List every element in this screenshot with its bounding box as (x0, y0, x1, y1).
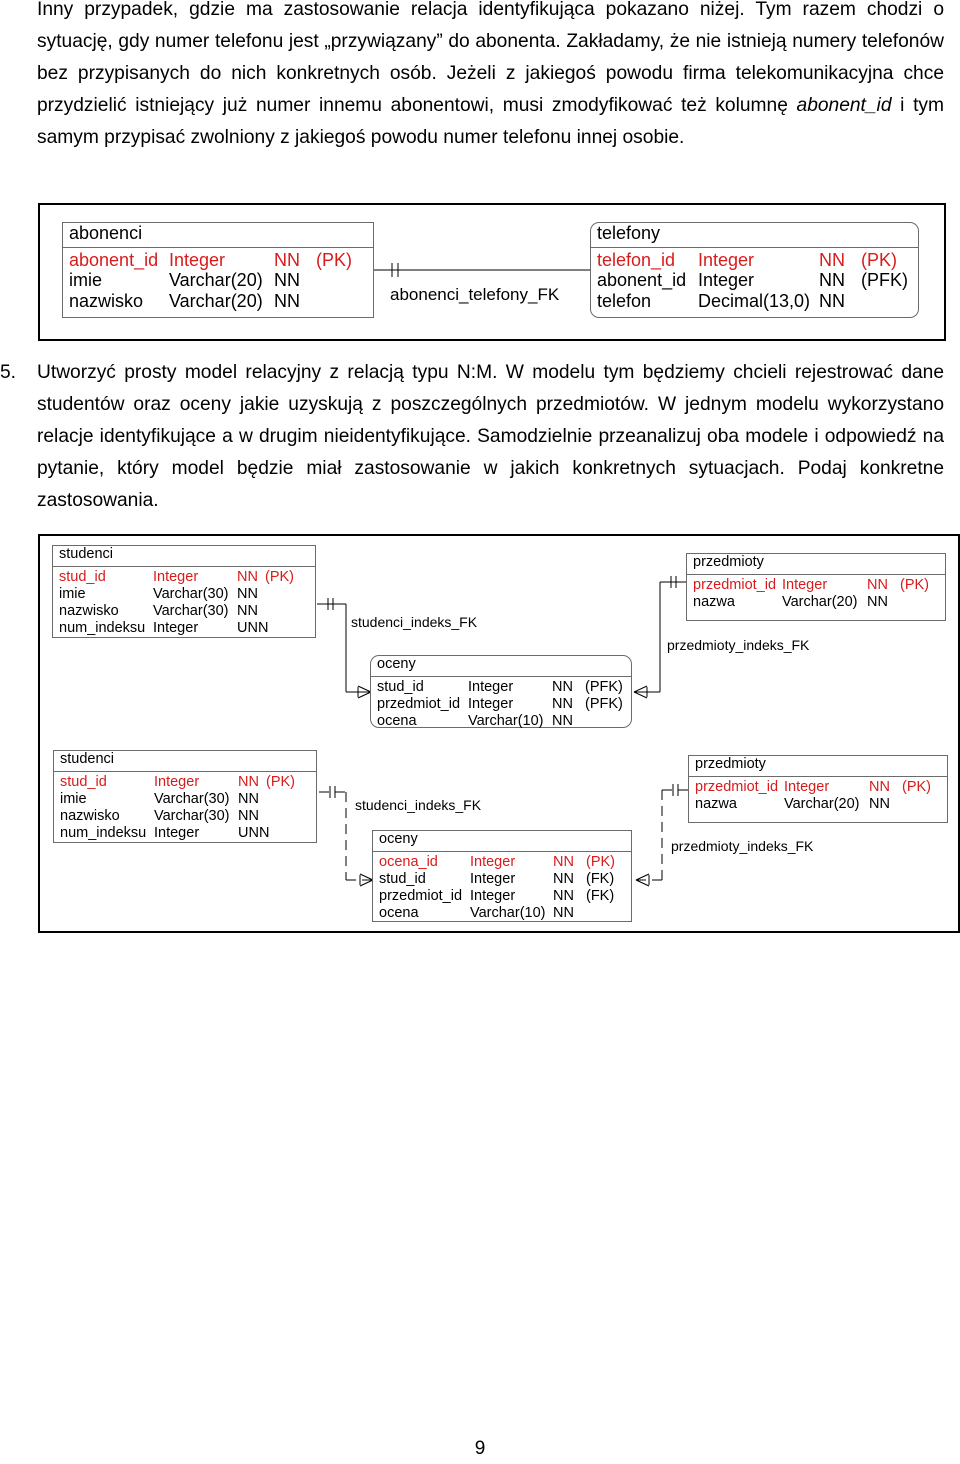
item-number: 5. (0, 362, 17, 383)
column-key: (PFK) (861, 270, 908, 290)
column-key: (PFK) (585, 679, 623, 695)
table-column-row (695, 779, 947, 796)
table-studenci-top (52, 545, 316, 638)
column-col: nazwa (693, 594, 735, 610)
column-type: Varchar(30) (154, 808, 230, 824)
column-type: Integer (468, 679, 514, 695)
relation-label: abonenci_telefony_FK (390, 285, 560, 304)
column-type: Integer (169, 249, 226, 270)
table-name: przedmioty (687, 554, 945, 575)
column-type: Varchar(30) (153, 603, 229, 619)
table-column-row (693, 577, 945, 594)
intro-text-end: i tym samym przypisać zwolniony z jakiegoś powodu numer telefonu innej osobie. (37, 95, 944, 148)
column-nn: NN (238, 791, 259, 807)
column-type: Integer (784, 779, 830, 795)
column-col: imie (69, 270, 103, 290)
column-col: stud_id (60, 774, 107, 790)
column-col: stud_id (59, 569, 106, 585)
table-column-row (59, 603, 315, 620)
column-col: telefon_id (597, 249, 676, 270)
column-type: Varchar(30) (154, 791, 230, 807)
column-type: Integer (698, 249, 755, 270)
column-nn: NN (552, 696, 573, 712)
column-nn: NN (553, 888, 574, 904)
column-key: (PFK) (585, 696, 623, 712)
column-nn: NN (237, 586, 258, 602)
table-column-row (597, 291, 918, 312)
column-nn: NN (819, 249, 845, 270)
table-column-row (377, 713, 631, 730)
column-type: Integer (782, 577, 828, 593)
column-nn: NN (553, 854, 574, 870)
column-key: (PK) (902, 779, 931, 795)
column-nn: NN (237, 603, 258, 619)
column-type: Integer (153, 569, 199, 585)
table-abonenci (62, 222, 374, 318)
column-type: Integer (154, 774, 200, 790)
column-col: num_indeksu (60, 825, 147, 841)
table-column-row (693, 594, 945, 611)
column-col: abonent_id (597, 270, 687, 290)
column-col: przedmiot_id (693, 577, 777, 593)
column-nn: NN (552, 679, 573, 695)
relation-label-przedmioty: przedmioty_indeks_FK (667, 637, 810, 653)
table-column-row (379, 871, 631, 888)
column-nn: NN (553, 871, 574, 887)
column-key: (PK) (861, 249, 897, 270)
table-column-row (60, 791, 316, 808)
page-number: 9 (474, 1438, 486, 1459)
table-column-row (377, 679, 631, 696)
column-col: telefon (597, 290, 652, 311)
column-type: Varchar(10) (468, 713, 544, 729)
table-name: studenci (54, 751, 316, 772)
column-col: num_indeksu (59, 620, 146, 636)
relation-label-studenci: studenci_indeks_FK (351, 614, 478, 630)
column-key: (FK) (586, 871, 615, 887)
column-col: nazwisko (60, 808, 120, 824)
table-telefony (590, 222, 919, 318)
table-przedmioty-bottom (688, 755, 948, 823)
column-type: Integer (470, 888, 516, 904)
table-column-row (597, 250, 918, 271)
column-type: Varchar(20) (782, 594, 858, 610)
column-col: ocena (377, 713, 417, 729)
column-col: ocena_id (379, 854, 438, 870)
column-nn: UNN (237, 620, 269, 636)
table-name: abonenci (63, 223, 373, 248)
column-type: Varchar(20) (169, 290, 263, 311)
column-nn: NN (238, 774, 259, 790)
column-nn: NN (869, 779, 890, 795)
table-name: oceny (373, 831, 631, 852)
table-column-row (59, 569, 315, 586)
column-nn: NN (238, 808, 259, 824)
column-col: imie (59, 586, 86, 602)
column-nn: NN (274, 290, 300, 311)
column-key: (PK) (265, 569, 294, 585)
column-type: Integer (468, 696, 514, 712)
column-type: Integer (470, 871, 516, 887)
column-col: stud_id (379, 871, 426, 887)
column-nn: UNN (238, 825, 270, 841)
intro-paragraph (37, 0, 944, 154)
column-key: (PK) (586, 854, 615, 870)
table-name: przedmioty (689, 756, 947, 777)
column-col: ocena (379, 905, 419, 921)
column-type: Integer (154, 825, 200, 841)
column-col: przedmiot_id (695, 779, 779, 795)
column-col: nazwisko (59, 603, 119, 619)
column-key: (PK) (266, 774, 295, 790)
column-nn: NN (867, 577, 888, 593)
column-col: stud_id (377, 679, 424, 695)
column-nn: NN (237, 569, 258, 585)
column-type: Varchar(10) (470, 905, 546, 921)
table-name: studenci (53, 546, 315, 567)
table-column-row (377, 696, 631, 713)
table-column-row (60, 825, 316, 842)
relation-label-przedmioty-bottom: przedmioty_indeks_FK (671, 838, 814, 854)
table-column-row (59, 620, 315, 637)
column-nn: NN (819, 290, 845, 311)
table-oceny-top (370, 655, 632, 728)
column-col: przedmiot_id (377, 696, 461, 712)
column-col: imie (60, 791, 87, 807)
intro-emphasis: abonent_id (796, 95, 892, 116)
table-przedmioty-top (686, 553, 946, 621)
column-key: (PK) (900, 577, 929, 593)
column-type: Decimal(13,0) (698, 290, 811, 311)
table-column-row (59, 586, 315, 603)
column-type: Integer (698, 270, 755, 290)
column-col: abonent_id (69, 249, 159, 270)
column-key: (FK) (586, 888, 615, 904)
column-type: Integer (470, 854, 516, 870)
table-column-row (695, 796, 947, 813)
column-nn: NN (867, 594, 888, 610)
column-nn: NN (552, 713, 573, 729)
column-col: nazwisko (69, 290, 144, 311)
table-column-row (69, 291, 373, 312)
table-column-row (69, 270, 373, 291)
column-col: przedmiot_id (379, 888, 463, 904)
relation-label-studenci-bottom: studenci_indeks_FK (355, 797, 482, 813)
table-column-row (379, 854, 631, 871)
column-nn: NN (553, 905, 574, 921)
table-column-row (379, 888, 631, 905)
table-column-row (69, 250, 373, 271)
column-nn: NN (274, 249, 300, 270)
column-nn: NN (274, 270, 300, 290)
column-nn: NN (819, 270, 845, 290)
table-name: oceny (371, 656, 631, 677)
table-column-row (379, 905, 631, 922)
intro-text: Inny przypadek, gdzie ma zastosowanie relacja identyfikująca pokazano niżej. Tym razem chodzi o sytuację, gdy numer telefonu jest „przywiązany” do abonenta. Zakładamy, że nie istnieją numery telefonów bez przypisanych do nich konkretnych osób. Jeżeli z jakiegoś powodu firma telekomunikacyjna chce przydzielić istniejący już numer innemu abonentowi, musi zmodyfikować też kolumnę (37, 0, 944, 116)
table-column-row (60, 808, 316, 825)
column-type: Integer (153, 620, 199, 636)
table-oceny-bottom (372, 830, 632, 922)
column-type: Varchar(30) (153, 586, 229, 602)
column-nn: NN (869, 796, 890, 812)
column-col: nazwa (695, 796, 737, 812)
table-studenci-bottom (53, 750, 317, 843)
column-key: (PK) (316, 249, 352, 270)
table-column-row (60, 774, 316, 791)
table-column-row (597, 270, 918, 291)
table-name: telefony (591, 223, 918, 248)
column-type: Varchar(20) (784, 796, 860, 812)
column-type: Varchar(20) (169, 270, 263, 290)
item5-text: Utworzyć prosty model relacyjny z relacją typu N:M. W modelu tym będziemy chcieli rejestrować dane studentów oraz oceny jakie uzyskują z poszczególnych przedmiotów. W jednym modelu wykorzystano relacje identyfikujące a w drugim nieidentyfikujące. Samodzielnie przeanalizuj oba modele i odpowiedź na pytanie, który model będzie miał zastosowanie w jakich konkretnych sytuacjach. Podaj konkretne zastosowania. (37, 362, 944, 511)
